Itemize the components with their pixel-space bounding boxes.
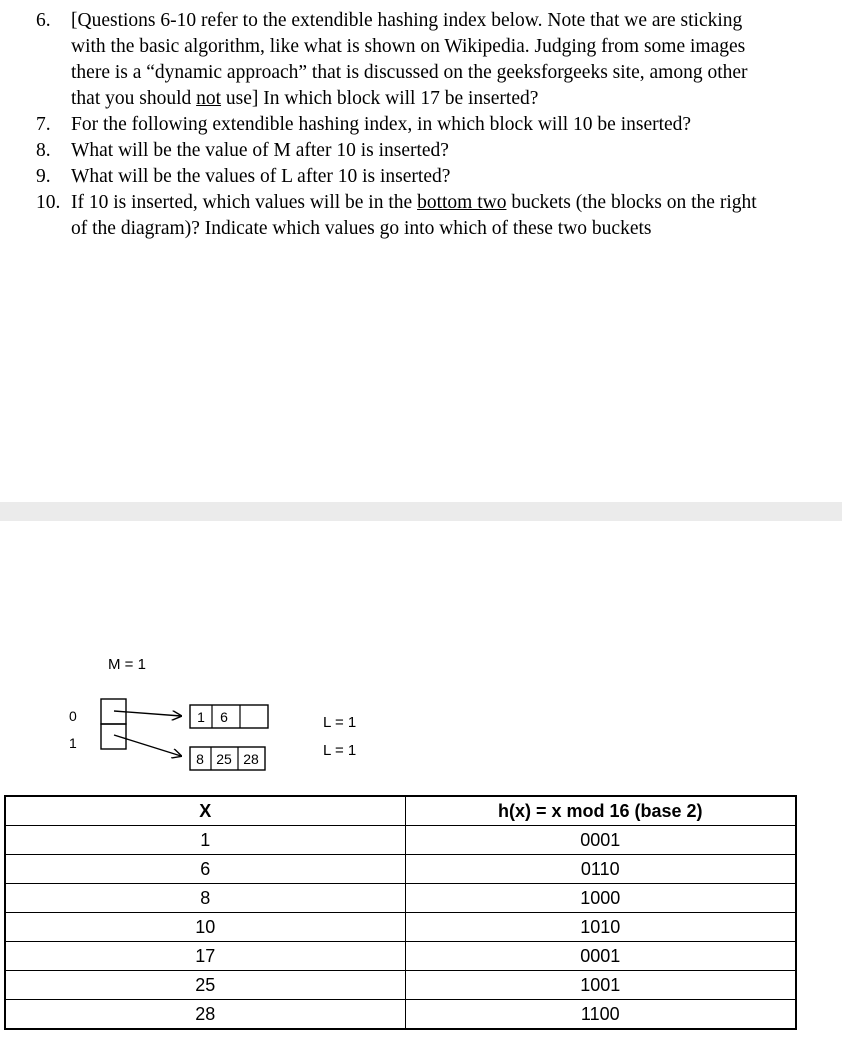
question-text-line: What will be the values of L after 10 is inserted? xyxy=(71,166,451,187)
table-header-row xyxy=(5,796,796,826)
bucket-1 xyxy=(190,747,265,770)
hash-cell: 1100 xyxy=(405,1000,796,1030)
table-row xyxy=(5,826,796,855)
bucket-0 xyxy=(190,705,268,728)
table-row xyxy=(5,913,796,942)
x-cell: 1 xyxy=(5,826,405,855)
question-text-line: that you should not use] In which block will 17 be inserted? xyxy=(71,88,539,109)
x-cell: 8 xyxy=(5,884,405,913)
hash-cell: 1000 xyxy=(405,884,796,913)
x-cell: 17 xyxy=(5,942,405,971)
question-number: 10. xyxy=(36,192,61,213)
underlined-word: not xyxy=(196,88,222,109)
x-cell: 6 xyxy=(5,855,405,884)
global-depth-label: M = 1 xyxy=(108,656,146,673)
bucket-0-value-2: 6 xyxy=(220,709,228,725)
column-header-hash: h(x) = x mod 16 (base 2) xyxy=(405,796,796,826)
hash-cell: 0001 xyxy=(405,942,796,971)
question-text-line: What will be the value of M after 10 is inserted? xyxy=(71,140,449,161)
hash-function-table xyxy=(4,795,797,1030)
extendible-hash-diagram xyxy=(0,690,300,775)
table-row xyxy=(5,884,796,913)
column-header-x: X xyxy=(5,796,405,826)
question-number: 6. xyxy=(36,10,51,31)
local-depth-label-1: L = 1 xyxy=(323,742,357,759)
x-cell: 25 xyxy=(5,971,405,1000)
bucket-1-value-1: 8 xyxy=(196,751,204,767)
table-row xyxy=(5,942,796,971)
question-7 xyxy=(0,112,842,138)
question-number: 7. xyxy=(36,114,51,135)
question-text-line: If 10 is inserted, which values will be in the bottom two buckets (the blocks on the right xyxy=(71,192,757,213)
question-number: 8. xyxy=(36,140,51,161)
hash-cell: 0001 xyxy=(405,826,796,855)
pointer-arrow-0 xyxy=(114,711,181,716)
hash-cell: 1001 xyxy=(405,971,796,1000)
underlined-phrase: bottom two xyxy=(417,192,507,213)
page-separator xyxy=(0,502,842,521)
table-row xyxy=(5,855,796,884)
x-cell: 10 xyxy=(5,913,405,942)
question-number: 9. xyxy=(36,166,51,187)
directory-index-0: 0 xyxy=(69,708,77,724)
question-text-line: of the diagram)? Indicate which values go into which of these two buckets xyxy=(71,218,652,239)
question-text-line: [Questions 6-10 refer to the extendible hashing index below. Note that we are sticking xyxy=(71,10,743,31)
table-row xyxy=(5,971,796,1000)
question-text-line: there is a “dynamic approach” that is discussed on the geeksforgeeks site, among other xyxy=(71,62,748,83)
question-text-line: with the basic algorithm, like what is shown on Wikipedia. Judging from some images xyxy=(71,36,746,57)
hash-cell: 1010 xyxy=(405,913,796,942)
question-6 xyxy=(0,8,842,112)
directory-index-1: 1 xyxy=(69,735,77,751)
hash-cell: 0110 xyxy=(405,855,796,884)
question-text-line: For the following extendible hashing index, in which block will 10 be inserted? xyxy=(71,114,692,135)
table-row xyxy=(5,1000,796,1030)
question-8 xyxy=(0,138,842,164)
question-10 xyxy=(0,190,842,242)
question-9 xyxy=(0,164,842,190)
local-depth-label-0: L = 1 xyxy=(323,714,357,731)
question-list xyxy=(0,8,842,242)
x-cell: 28 xyxy=(5,1000,405,1030)
pointer-arrow-1 xyxy=(114,735,181,756)
bucket-1-value-3: 28 xyxy=(243,751,259,767)
bucket-0-value-1: 1 xyxy=(197,709,205,725)
directory-slot-1 xyxy=(101,724,126,749)
bucket-1-value-2: 25 xyxy=(216,751,232,767)
